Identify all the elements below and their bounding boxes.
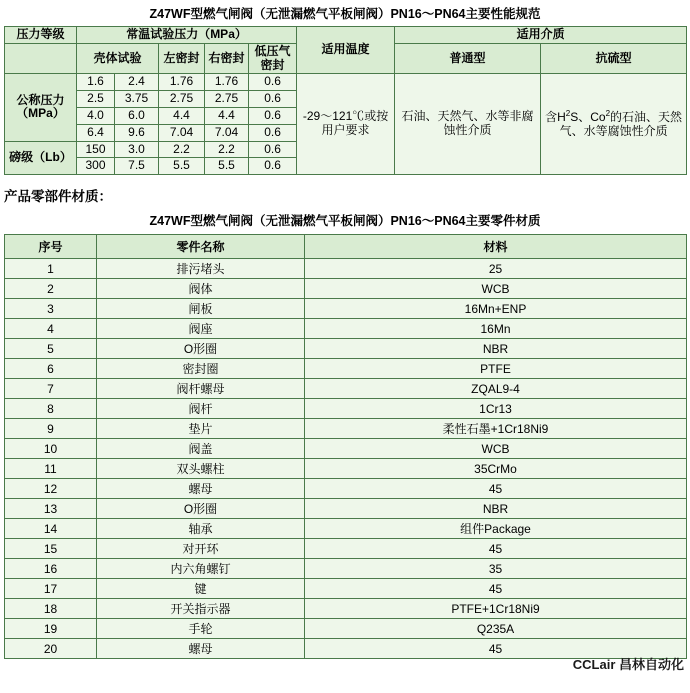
cell-material: 16Mn+ENP (305, 299, 687, 319)
cell-part-name: 阀杆螺母 (97, 379, 305, 399)
table-row (5, 559, 687, 579)
cell-material: Q235A (305, 619, 687, 639)
cell-class: 6.4 (77, 124, 115, 141)
cell-serial-no: 8 (5, 399, 97, 419)
cell-shell: 3.0 (115, 141, 159, 158)
cell-class: 300 (77, 158, 115, 175)
row-group-label-pound-class: 磅级（Lb） (5, 141, 77, 175)
cell-material: 45 (305, 639, 687, 659)
cell-left: 2.2 (159, 141, 205, 158)
cell-right: 1.76 (205, 74, 249, 91)
table-row (5, 379, 687, 399)
table-header-row (5, 235, 687, 259)
table-row (5, 619, 687, 639)
cell-serial-no: 14 (5, 519, 97, 539)
table-row (5, 539, 687, 559)
table-row (5, 439, 687, 459)
cell-shell: 7.5 (115, 158, 159, 175)
row-group-label-nominal-pressure: 公称压力（MPa） (5, 74, 77, 141)
header-left-seal: 左密封 (159, 43, 205, 74)
cell-part-name: 阀体 (97, 279, 305, 299)
cell-material: 25 (305, 259, 687, 279)
cell-left: 2.75 (159, 91, 205, 108)
header-suitable-temp: 适用温度 (297, 27, 395, 74)
cell-material: WCB (305, 279, 687, 299)
cell-material: 16Mn (305, 319, 687, 339)
cell-left: 5.5 (159, 158, 205, 175)
cell-material: 1Cr13 (305, 399, 687, 419)
table-row (5, 599, 687, 619)
cell-serial-no: 10 (5, 439, 97, 459)
table-row (5, 499, 687, 519)
cell-low: 0.6 (249, 124, 297, 141)
table-row (5, 319, 687, 339)
cell-material: ZQAL9-4 (305, 379, 687, 399)
cell-media-ordinary: 石油、天然气、水等非腐蚀性介质 (395, 74, 541, 175)
cell-low: 0.6 (249, 158, 297, 175)
cell-part-name: 手轮 (97, 619, 305, 639)
cell-part-name: 排污堵头 (97, 259, 305, 279)
cell-shell: 3.75 (115, 91, 159, 108)
cell-right: 7.04 (205, 124, 249, 141)
cell-material: PTFE+1Cr18Ni9 (305, 599, 687, 619)
cell-class: 2.5 (77, 91, 115, 108)
cell-part-name: 键 (97, 579, 305, 599)
cell-low: 0.6 (249, 74, 297, 91)
cell-part-name: 开关指示器 (97, 599, 305, 619)
cell-suitable-temp: -29～121℃或按用户要求 (297, 74, 395, 175)
parts-table (4, 234, 687, 659)
table-row (5, 27, 687, 44)
cell-part-name: 密封圈 (97, 359, 305, 379)
header-test-pressure: 常温试验压力（MPa） (77, 27, 297, 44)
cell-class: 4.0 (77, 107, 115, 124)
cell-serial-no: 6 (5, 359, 97, 379)
cell-material: 45 (305, 479, 687, 499)
cell-part-name: 阀盖 (97, 439, 305, 459)
parts-table-title: Z47WF型燃气闸阀（无泄漏燃气平板闸阀）PN16～PN64主要零件材质 (149, 214, 541, 229)
cell-serial-no: 20 (5, 639, 97, 659)
cell-part-name: O形圈 (97, 339, 305, 359)
cell-serial-no: 9 (5, 419, 97, 439)
header-part-name: 零件名称 (97, 235, 305, 259)
cell-serial-no: 15 (5, 539, 97, 559)
cell-low: 0.6 (249, 91, 297, 108)
header-ordinary-type: 普通型 (395, 43, 541, 74)
cell-serial-no: 5 (5, 339, 97, 359)
header-low-pressure-seal: 低压气密封 (249, 43, 297, 74)
cell-serial-no: 13 (5, 499, 97, 519)
cell-class: 150 (77, 141, 115, 158)
cell-serial-no: 12 (5, 479, 97, 499)
table-row (5, 259, 687, 279)
cell-serial-no: 7 (5, 379, 97, 399)
watermark: CCLair 昌林自动化 (572, 657, 684, 672)
table-row (5, 359, 687, 379)
cell-serial-no: 19 (5, 619, 97, 639)
table-row (5, 459, 687, 479)
cell-part-name: 垫片 (97, 419, 305, 439)
cell-left: 4.4 (159, 107, 205, 124)
cell-material: WCB (305, 439, 687, 459)
header-right-seal: 右密封 (205, 43, 249, 74)
cell-material: NBR (305, 339, 687, 359)
cell-right: 5.5 (205, 158, 249, 175)
header-anti-sulfur-type: 抗硫型 (541, 43, 687, 74)
cell-shell: 6.0 (115, 107, 159, 124)
cell-part-name: 阀杆 (97, 399, 305, 419)
cell-low: 0.6 (249, 141, 297, 158)
cell-part-name: O形圈 (97, 499, 305, 519)
header-material: 材料 (305, 235, 687, 259)
header-serial-no: 序号 (5, 235, 97, 259)
cell-serial-no: 3 (5, 299, 97, 319)
cell-left: 7.04 (159, 124, 205, 141)
cell-material: 45 (305, 579, 687, 599)
cell-material: 柔性石墨+1Cr18Ni9 (305, 419, 687, 439)
table-row (5, 419, 687, 439)
section-heading: 产品零部件材质： (4, 189, 112, 205)
header-pressure-class-blank (5, 43, 77, 74)
cell-part-name: 双头螺柱 (97, 459, 305, 479)
performance-table (4, 26, 687, 175)
cell-part-name: 螺母 (97, 479, 305, 499)
cell-right: 2.2 (205, 141, 249, 158)
cell-material: 45 (305, 539, 687, 559)
cell-part-name: 对开环 (97, 539, 305, 559)
cell-serial-no: 16 (5, 559, 97, 579)
table-row (5, 279, 687, 299)
cell-serial-no: 2 (5, 279, 97, 299)
cell-part-name: 内六角螺钉 (97, 559, 305, 579)
cell-part-name: 闸板 (97, 299, 305, 319)
cell-part-name: 阀座 (97, 319, 305, 339)
cell-part-name: 轴承 (97, 519, 305, 539)
cell-serial-no: 1 (5, 259, 97, 279)
table-row (5, 74, 687, 91)
cell-serial-no: 11 (5, 459, 97, 479)
cell-media-anti-sulfur: 含$H^2S$、Co$^2$的石油、天然气、水等腐蚀性介质 (541, 74, 687, 175)
cell-serial-no: 4 (5, 319, 97, 339)
cell-material: PTFE (305, 359, 687, 379)
cell-part-name: 螺母 (97, 639, 305, 659)
cell-material: 35CrMo (305, 459, 687, 479)
performance-table-title: Z47WF型燃气闸阀（无泄漏燃气平板闸阀）PN16～PN64主要性能规范 (149, 7, 541, 21)
cell-right: 2.75 (205, 91, 249, 108)
header-shell-test: 壳体试验 (77, 43, 159, 74)
table-row (5, 479, 687, 499)
cell-low: 0.6 (249, 107, 297, 124)
table-row (5, 579, 687, 599)
cell-class: 1.6 (77, 74, 115, 91)
cell-material: NBR (305, 499, 687, 519)
table-row (5, 339, 687, 359)
cell-shell: 2.4 (115, 74, 159, 91)
cell-serial-no: 17 (5, 579, 97, 599)
header-suitable-media: 适用介质 (395, 27, 687, 44)
header-pressure-class: 压力等级 (5, 27, 77, 44)
table-row (5, 519, 687, 539)
cell-material: 35 (305, 559, 687, 579)
cell-shell: 9.6 (115, 124, 159, 141)
cell-serial-no: 18 (5, 599, 97, 619)
cell-material: 组件Package (305, 519, 687, 539)
cell-right: 4.4 (205, 107, 249, 124)
table-row (5, 299, 687, 319)
cell-left: 1.76 (159, 74, 205, 91)
table-row (5, 399, 687, 419)
